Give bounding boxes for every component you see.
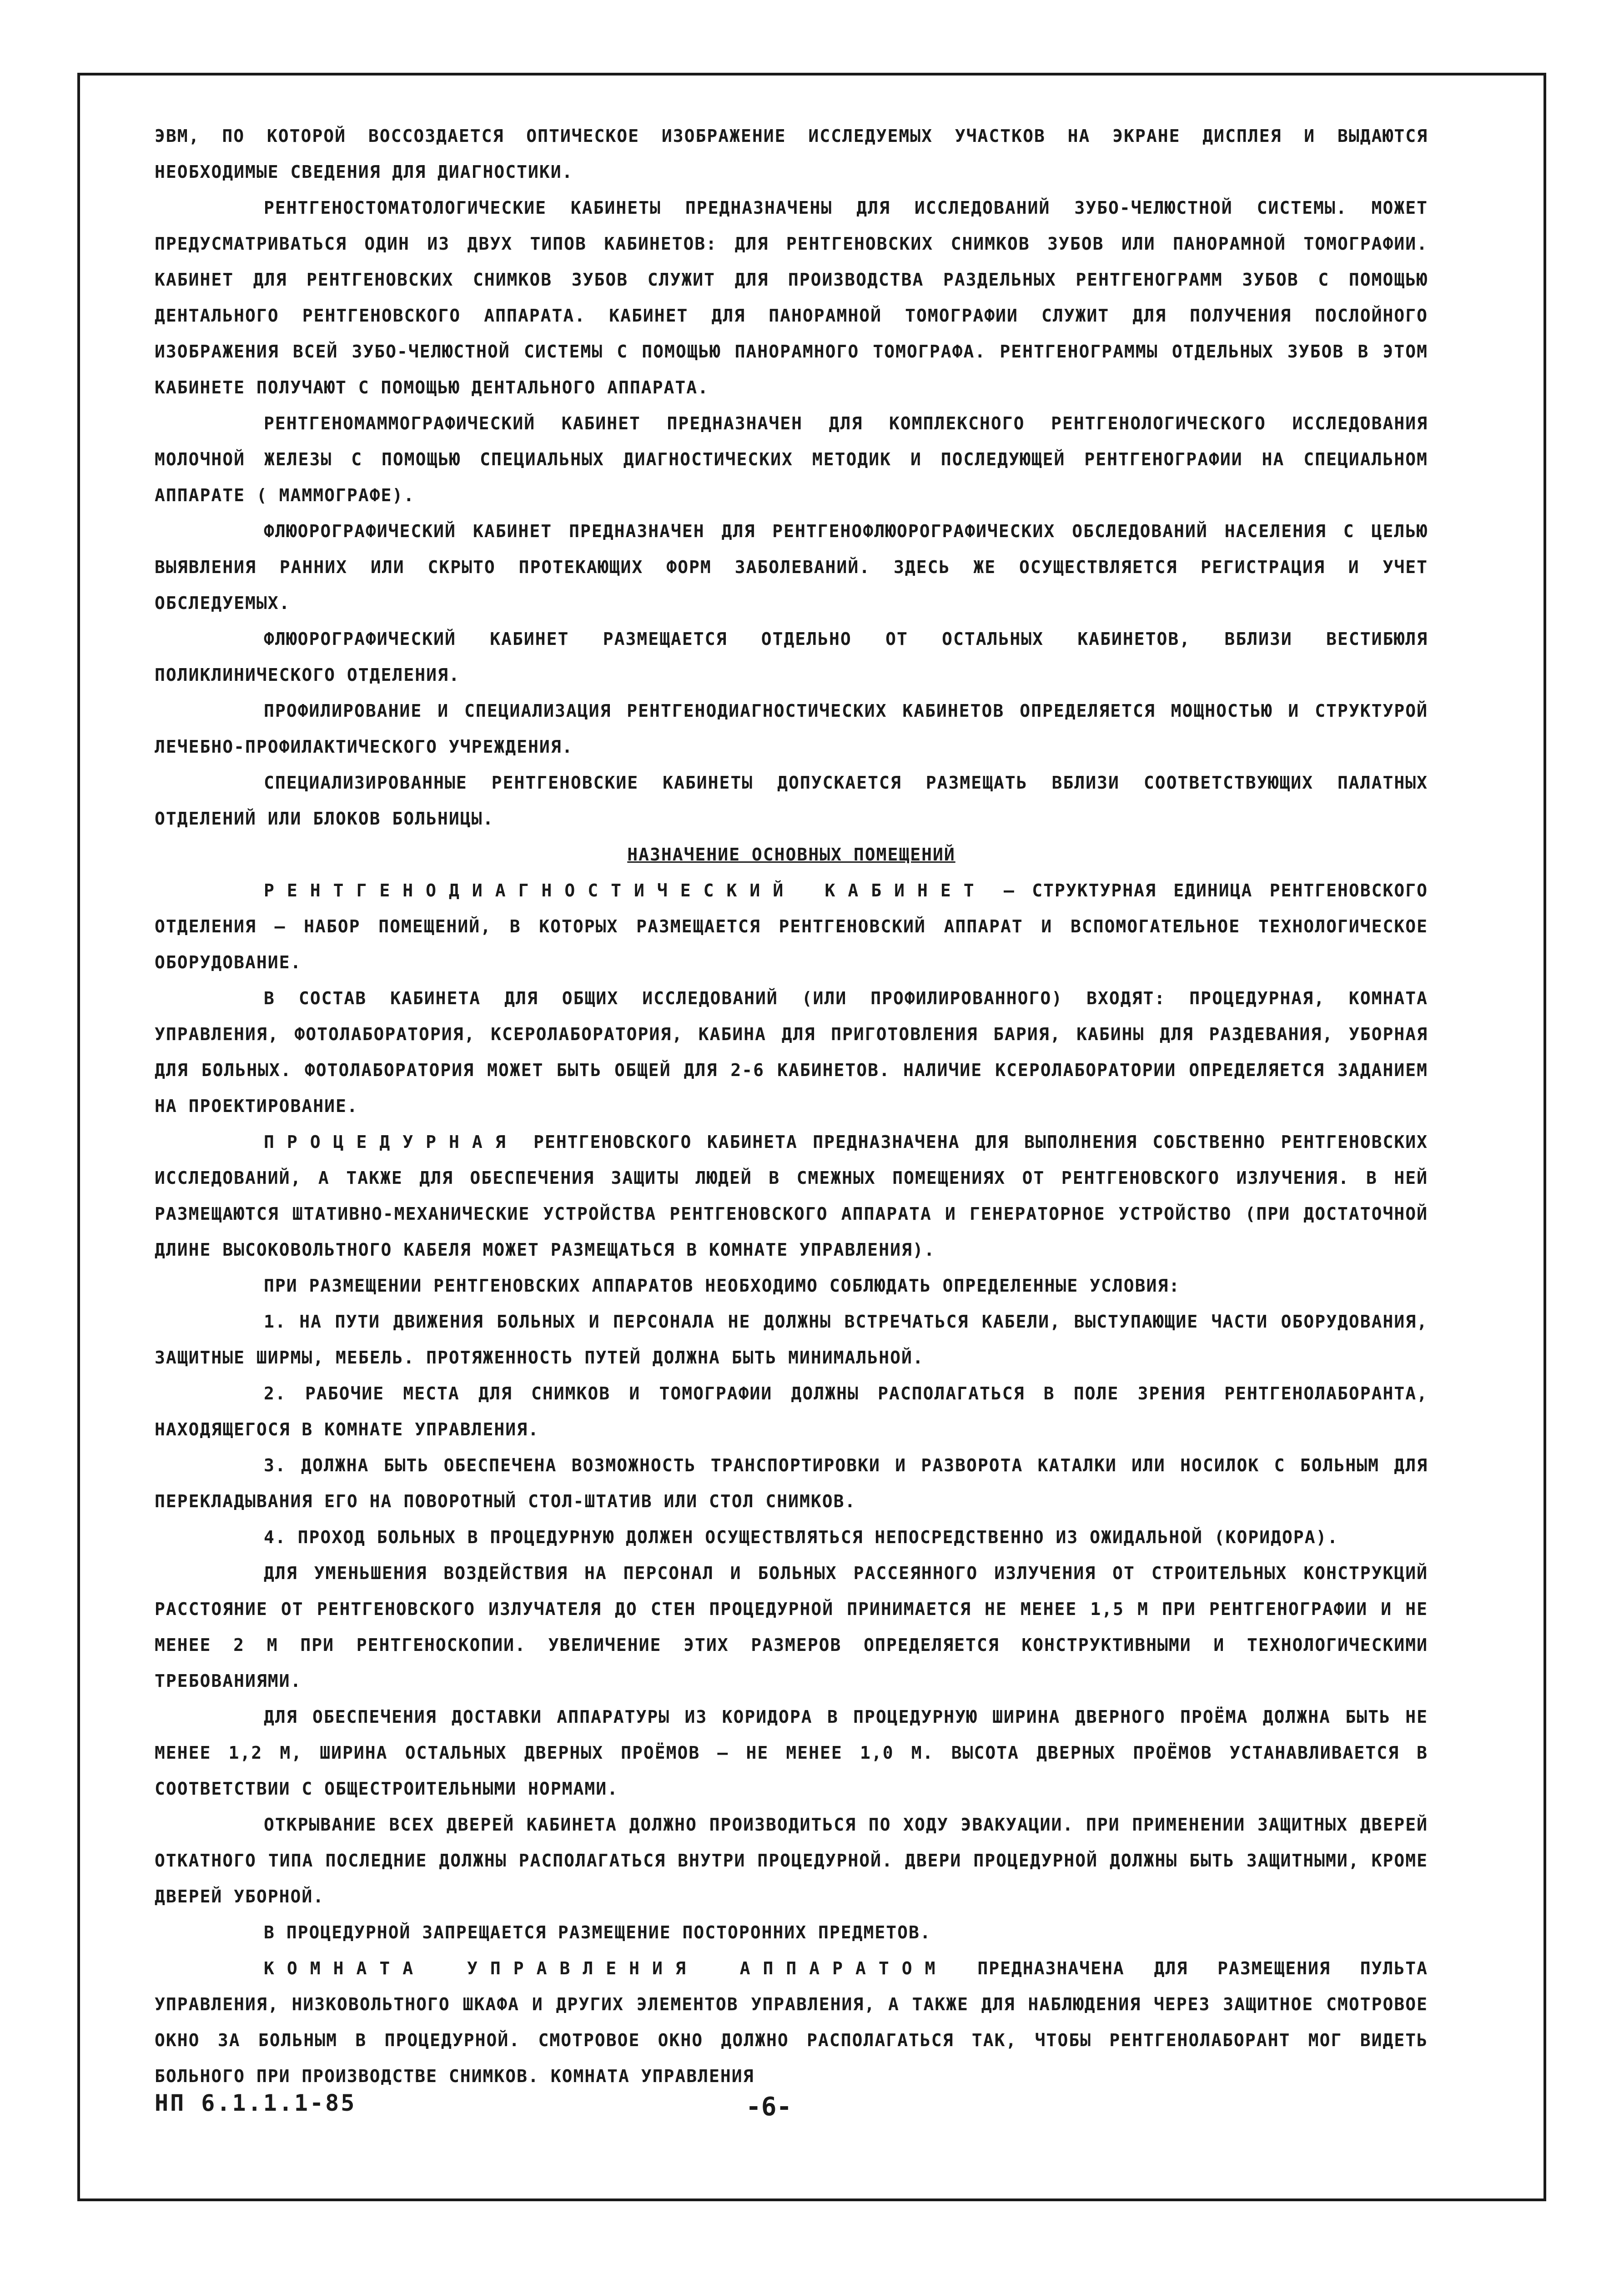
paragraph-procedure-room — [155, 1124, 1428, 1268]
spaced-term: ПРОЦЕДУРНАЯ — [264, 1132, 518, 1152]
paragraph-profiling: ПРОФИЛИРОВАНИЕ И СПЕЦИАЛИЗАЦИЯ РЕНТГЕНОДИАГНОСТИЧЕСКИХ КАБИНЕТОВ ОПРЕДЕЛЯЕТСЯ МОЩНОСТЬЮ И СТРУКТУРОЙ ЛЕЧЕБНО-ПРОФИЛАКТИЧЕСКОГО УЧРЕЖДЕНИЯ. — [155, 701, 1428, 757]
section-heading: НАЗНАЧЕНИЕ ОСНОВНЫХ ПОМЕЩЕНИЙ — [627, 845, 955, 865]
condition-item: 4. ПРОХОД БОЛЬНЫХ В ПРОЦЕДУРНУЮ ДОЛЖЕН ОСУЩЕСТВЛЯТЬСЯ НЕПОСРЕДСТВЕННО ИЗ ОЖИДАЛЬНОЙ (КОРИДОРА). — [264, 1527, 1339, 1547]
paragraph-fluorography-location: ФЛЮОРОГРАФИЧЕСКИЙ КАБИНЕТ РАЗМЕЩАЕТСЯ ОТДЕЛЬНО ОТ ОСТАЛЬНЫХ КАБИНЕТОВ, ВБЛИЗИ ВЕСТИБЮЛЯ ПОЛИКЛИНИЧЕСКОГО ОТДЕЛЕНИЯ. — [155, 629, 1428, 685]
document-code: НП 6.1.1.1-85 — [155, 2090, 357, 2116]
paragraph-composition: В СОСТАВ КАБИНЕТА ДЛЯ ОБЩИХ ИССЛЕДОВАНИЙ (ИЛИ ПРОФИЛИРОВАННОГО) ВХОДЯТ: ПРОЦЕДУРНАЯ, КОМНАТА УПРАВЛЕНИЯ, ФОТОЛАБОРАТОРИЯ, КСЕРОЛАБОРАТОРИЯ, КАБИНА ДЛЯ ПРИГОТОВЛЕНИЯ БАРИЯ, КАБИНЫ ДЛЯ РАЗДЕВАНИЯ, УБОРНАЯ ДЛЯ БОЛЬНЫХ. ФОТОЛАБОРАТОРИЯ МОЖЕТ БЫТЬ ОБЩЕЙ ДЛЯ 2-6 КАБИНЕТОВ. НАЛИЧИЕ КСЕРОЛАБОРАТОРИИ ОПРЕДЕЛЯЕТСЯ ЗАДАНИЕМ НА ПРОЕКТИРОВАНИЕ. — [155, 988, 1428, 1116]
condition-item: 1. НА ПУТИ ДВИЖЕНИЯ БОЛЬНЫХ И ПЕРСОНАЛА НЕ ДОЛЖНЫ ВСТРЕЧАТЬСЯ КАБЕЛИ, ВЫСТУПАЮЩИЕ ЧАСТИ ОБОРУДОВАНИЯ, ЗАЩИТНЫЕ ШИРМЫ, МЕБЕЛЬ. ПРОТЯЖЕННОСТЬ ПУТЕЙ ДОЛЖНА БЫТЬ МИНИМАЛЬНОЙ. — [155, 1312, 1428, 1368]
paragraph-diagnostic-cabinet — [155, 873, 1428, 981]
paragraph-conditions-intro: ПРИ РАЗМЕЩЕНИИ РЕНТГЕНОВСКИХ АППАРАТОВ НЕОБХОДИМО СОБЛЮДАТЬ ОПРЕДЕЛЕННЫЕ УСЛОВИЯ: — [264, 1276, 1181, 1296]
paragraph-prohibited-items: В ПРОЦЕДУРНОЙ ЗАПРЕЩАЕТСЯ РАЗМЕЩЕНИЕ ПОСТОРОННИХ ПРЕДМЕТОВ. — [264, 1922, 931, 1942]
page-number: -6- — [746, 2092, 792, 2122]
paragraph-mammography: РЕНТГЕНОМАММОГРАФИЧЕСКИЙ КАБИНЕТ ПРЕДНАЗНАЧЕН ДЛЯ КОМПЛЕКСНОГО РЕНТГЕНОЛОГИЧЕСКОГО ИССЛЕДОВАНИЯ МОЛОЧНОЙ ЖЕЛЕЗЫ С ПОМОЩЬЮ СПЕЦИАЛЬНЫХ ДИАГНОСТИЧЕСКИХ МЕТОДИК И ПОСЛЕДУЮЩЕЙ РЕНТГЕНОГРАФИИ НА СПЕЦИАЛЬНОМ АППАРАТЕ ( МАММОГРАФЕ). — [155, 413, 1428, 505]
spaced-term: РЕНТГЕНОДИАГНОСТИЧЕСКИЙ КАБИНЕТ — [264, 880, 987, 901]
paragraph-control-room — [155, 1951, 1428, 2094]
paragraph-dental: РЕНТГЕНОСТОМАТОЛОГИЧЕСКИЕ КАБИНЕТЫ ПРЕДНАЗНАЧЕНЫ ДЛЯ ИССЛЕДОВАНИЙ ЗУБО-ЧЕЛЮСТНОЙ СИСТЕМЫ. МОЖЕТ ПРЕДУСМАТРИВАТЬСЯ ОДИН ИЗ ДВУХ ТИПОВ КАБИНЕТОВ: ДЛЯ РЕНТГЕНОВСКИХ СНИМКОВ ЗУБОВ ИЛИ ПАНОРАМНОЙ ТОМОГРАФИИ. КАБИНЕТ ДЛЯ РЕНТГЕНОВСКИХ СНИМКОВ ЗУБОВ СЛУЖИТ ДЛЯ ПРОИЗВОДСТВА РАЗДЕЛЬНЫХ РЕНТГЕНОГРАММ ЗУБОВ С ПОМОЩЬЮ ДЕНТАЛЬНОГО РЕНТГЕНОВСКОГО АППАРАТА. КАБИНЕТ ДЛЯ ПАНОРАМНОЙ ТОМОГРАФИИ СЛУЖИТ ДЛЯ ПОЛУЧЕНИЯ ПОСЛОЙНОГО ИЗОБРАЖЕНИЯ ВСЕЙ ЗУБО-ЧЕЛЮСТНОЙ СИСТЕМЫ С ПОМОЩЬЮ ПАНОРАМНОГО ТОМОГРАФА. РЕНТГЕНОГРАММЫ ОТДЕЛЬНЫХ ЗУБОВ В ЭТОМ КАБИНЕТЕ ПОЛУЧАЮТ С ПОМОЩЬЮ ДЕНТАЛЬНОГО АППАРАТА. — [155, 198, 1428, 397]
paragraph-text: РЕНТГЕНОВСКОГО КАБИНЕТА ПРЕДНАЗНАЧЕНА ДЛЯ ВЫПОЛНЕНИЯ СОБСТВЕННО РЕНТГЕНОВСКИХ ИССЛЕДОВАНИЙ, А ТАКЖЕ ДЛЯ ОБЕСПЕЧЕНИЯ ЗАЩИТЫ ЛЮДЕЙ В СМЕЖНЫХ ПОМЕЩЕНИЯХ ОТ РЕНТГЕНОВСКОГО ИЗЛУЧЕНИЯ. В НЕЙ РАЗМЕЩАЮТСЯ ШТАТИВНО-МЕХАНИЧЕСКИЕ УСТРОЙСТВА РЕНТГЕНОВСКОГО АППАРАТА И ГЕНЕРАТОРНОЕ УСТРОЙСТВО (ПРИ ДОСТАТОЧНОЙ ДЛИНЕ ВЫСОКОВОЛЬТНОГО КАБЕЛЯ МОЖЕТ РАЗМЕЩАТЬСЯ В КОМНАТЕ УПРАВЛЕНИЯ). — [155, 1132, 1428, 1260]
paragraph-continuation: ЭВМ, ПО КОТОРОЙ ВОССОЗДАЕТСЯ ОПТИЧЕСКОЕ ИЗОБРАЖЕНИЕ ИССЛЕДУЕМЫХ УЧАСТКОВ НА ЭКРАНЕ ДИСПЛЕЯ И ВЫДАЮТСЯ НЕОБХОДИМЫЕ СВЕДЕНИЯ ДЛЯ ДИАГНОСТИКИ. — [155, 126, 1428, 182]
paragraph-door-opening: ОТКРЫВАНИЕ ВСЕХ ДВЕРЕЙ КАБИНЕТА ДОЛЖНО ПРОИЗВОДИТЬСЯ ПО ХОДУ ЭВАКУАЦИИ. ПРИ ПРИМЕНЕНИИ ЗАЩИТНЫХ ДВЕРЕЙ ОТКАТНОГО ТИПА ПОСЛЕДНИЕ ДОЛЖНЫ РАСПОЛАГАТЬСЯ ВНУТРИ ПРОЦЕДУРНОЙ. ДВЕРИ ПРОЦЕДУРНОЙ ДОЛЖНЫ БЫТЬ ЗАЩИТНЫМИ, КРОМЕ ДВЕРЕЙ УБОРНОЙ. — [155, 1815, 1428, 1907]
paragraph-text: – СТРУКТУРНАЯ ЕДИНИЦА РЕНТГЕНОВСКОГО ОТДЕЛЕНИЯ – НАБОР ПОМЕЩЕНИЙ, В КОТОРЫХ РАЗМЕЩАЕТСЯ РЕНТГЕНОВСКИЙ АППАРАТ И ВСПОМОГАТЕЛЬНОЕ ТЕХНОЛОГИЧЕСКОЕ ОБОРУДОВАНИЕ. — [155, 880, 1428, 972]
paragraph-door-width: ДЛЯ ОБЕСПЕЧЕНИЯ ДОСТАВКИ АППАРАТУРЫ ИЗ КОРИДОРА В ПРОЦЕДУРНУЮ ШИРИНА ДВЕРНОГО ПРОЁМА ДОЛЖНА БЫТЬ НЕ МЕНЕЕ 1,2 М, ШИРИНА ОСТАЛЬНЫХ ДВЕРНЫХ ПРОЁМОВ – НЕ МЕНЕЕ 1,0 М. ВЫСОТА ДВЕРНЫХ ПРОЁМОВ УСТАНАВЛИВАЕТСЯ В СООТВЕТСТВИИ С ОБЩЕСТРОИТЕЛЬНЫМИ НОРМАМИ. — [155, 1707, 1428, 1799]
condition-item: 2. РАБОЧИЕ МЕСТА ДЛЯ СНИМКОВ И ТОМОГРАФИИ ДОЛЖНЫ РАСПОЛАГАТЬСЯ В ПОЛЕ ЗРЕНИЯ РЕНТГЕНОЛАБОРАНТА, НАХОДЯЩЕГОСЯ В КОМНАТЕ УПРАВЛЕНИЯ. — [155, 1384, 1428, 1439]
paragraph-radiation-distance: ДЛЯ УМЕНЬШЕНИЯ ВОЗДЕЙСТВИЯ НА ПЕРСОНАЛ И БОЛЬНЫХ РАССЕЯННОГО ИЗЛУЧЕНИЯ ОТ СТРОИТЕЛЬНЫХ КОНСТРУКЦИЙ РАССТОЯНИЕ ОТ РЕНТГЕНОВСКОГО ИЗЛУЧАТЕЛЯ ДО СТЕН ПРОЦЕДУРНОЙ ПРИНИМАЕТСЯ НЕ МЕНЕЕ 1,5 М ПРИ РЕНТГЕНОГРАФИИ И НЕ МЕНЕЕ 2 М ПРИ РЕНТГЕНОСКОПИИ. УВЕЛИЧЕНИЕ ЭТИХ РАЗМЕРОВ ОПРЕДЕЛЯЕТСЯ КОНСТРУКТИВНЫМИ И ТЕХНОЛОГИЧЕСКИМИ ТРЕБОВАНИЯМИ. — [155, 1563, 1428, 1691]
condition-item: 3. ДОЛЖНА БЫТЬ ОБЕСПЕЧЕНА ВОЗМОЖНОСТЬ ТРАНСПОРТИРОВКИ И РАЗВОРОТА КАТАЛКИ ИЛИ НОСИЛОК С БОЛЬНЫМ ДЛЯ ПЕРЕКЛАДЫВАНИЯ ЕГО НА ПОВОРОТНЫЙ СТОЛ-ШТАТИВ ИЛИ СТОЛ СНИМКОВ. — [155, 1455, 1428, 1511]
spaced-term: КОМНАТА УПРАВЛЕНИЯ АППАРАТОМ — [264, 1958, 948, 1978]
paragraph-specialized: СПЕЦИАЛИЗИРОВАННЫЕ РЕНТГЕНОВСКИЕ КАБИНЕТЫ ДОПУСКАЕТСЯ РАЗМЕЩАТЬ ВБЛИЗИ СООТВЕТСТВУЮЩИХ ПАЛАТНЫХ ОТДЕЛЕНИЙ ИЛИ БЛОКОВ БОЛЬНИЦЫ. — [155, 773, 1428, 829]
paragraph-text: ПРЕДНАЗНАЧЕНА ДЛЯ РАЗМЕЩЕНИЯ ПУЛЬТА УПРАВЛЕНИЯ, НИЗКОВОЛЬТНОГО ШКАФА И ДРУГИХ ЭЛЕМЕНТОВ УПРАВЛЕНИЯ, А ТАКЖЕ ДЛЯ НАБЛЮДЕНИЯ ЧЕРЕЗ ЗАЩИТНОЕ СМОТРОВОЕ ОКНО ЗА БОЛЬНЫМ В ПРОЦЕДУРНОЙ. СМОТРОВОЕ ОКНО ДОЛЖНО РАСПОЛАГАТЬСЯ ТАК, ЧТОБЫ РЕНТГЕНОЛАБОРАНТ МОГ ВИДЕТЬ БОЛЬНОГО ПРИ ПРОИЗВОДСТВЕ СНИМКОВ. КОМНАТА УПРАВЛЕНИЯ — [155, 1958, 1428, 2086]
document-body — [155, 118, 1428, 2094]
paragraph-fluorography: ФЛЮОРОГРАФИЧЕСКИЙ КАБИНЕТ ПРЕДНАЗНАЧЕН ДЛЯ РЕНТГЕНОФЛЮОРОГРАФИЧЕСКИХ ОБСЛЕДОВАНИЙ НАСЕЛЕНИЯ С ЦЕЛЬЮ ВЫЯВЛЕНИЯ РАННИХ ИЛИ СКРЫТО ПРОТЕКАЮЩИХ ФОРМ ЗАБОЛЕВАНИЙ. ЗДЕСЬ ЖЕ ОСУЩЕСТВЛЯЕТСЯ РЕГИСТРАЦИЯ И УЧЕТ ОБСЛЕДУЕМЫХ. — [155, 521, 1428, 613]
